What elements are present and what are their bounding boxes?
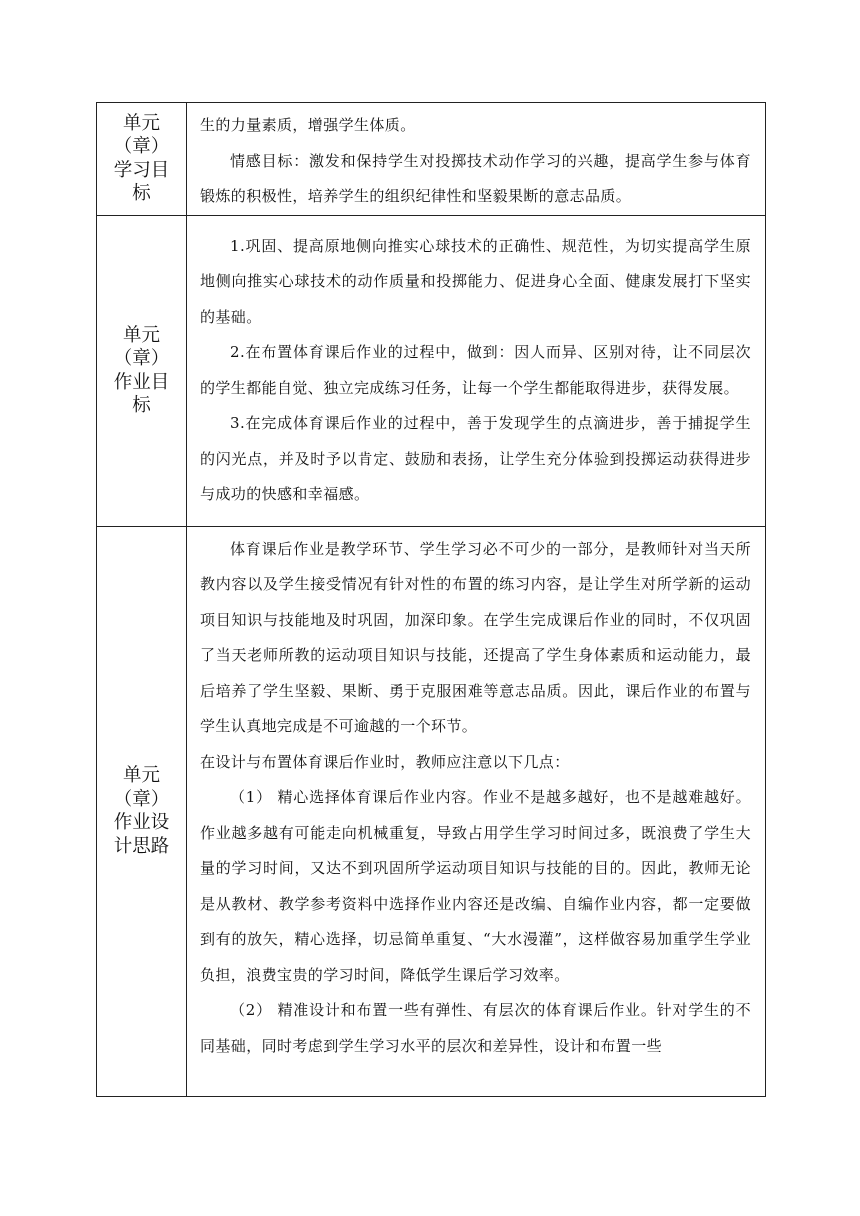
paragraph: 情感目标：激发和保持学生对投掷技术动作学习的兴趣，提高学生参与体育锻炼的积极性，培养学生的组织纪律性和坚毅果断的意志品质。 xyxy=(200,151,751,205)
paragraph: 体育课后作业是教学环节、学生学习必不可少的一部分，是教师针对当天所教内容以及学生接受情况有针对性的布置的练习内容，是让学生对所学新的运动项目知识与技能地及时巩固，加深印象。在学生完成课后作业的同时，不仅巩固了当天老师所教的运动项目知识与技能，还提高了学生身体素质和运动能力，最后培养了学生坚毅、果断、勇于克服困难等意志品质。因此，课后作业的布置与学生认真地完成是不可逾越的一个环节。 xyxy=(200,539,751,735)
row-label-cell xyxy=(97,103,187,216)
table-row-design-ideas xyxy=(97,526,766,1096)
paragraph: （2） 精准设计和布置一些有弹性、有层次的体育课后作业。针对学生的不同基础，同时考虑到学生学习水平的层次和差异性，设计和布置一些 xyxy=(200,1001,751,1055)
paragraph: 1.巩固、提高原地侧向推实心球技术的正确性、规范性，为切实提高学生原地侧向推实心球技术的动作质量和投掷能力、促进身心全面、健康发展打下坚实的基础。 xyxy=(200,236,751,326)
paragraph: 生的力量素质，增强学生体质。 xyxy=(200,116,416,134)
row-content-cell xyxy=(187,526,766,1096)
paragraph: 3.在完成体育课后作业的过程中，善于发现学生的点滴进步，善于捕捉学生的闪光点，并及时予以肯定、鼓励和表扬，让学生充分体验到投掷运动获得进步与成功的快感和幸福感。 xyxy=(200,414,751,503)
unit-plan-table xyxy=(96,102,766,1097)
table-row-homework-goals xyxy=(97,215,766,526)
row-label-homework-goals: 单元（章）作业目标 xyxy=(113,324,170,416)
paragraph: （1） 精心选择体育课后作业内容。作业不是越多越好，也不是越难越好。作业越多越有可能走向机械重复，导致占用学生学习时间过多，既浪费了学生大量的学习时间，又达不到巩固所学运动项目知识与技能的目的。因此，教师无论是从教材、教学参考资料中选择作业内容还是改编、自编作业内容，都一定要做到有的放矢，精心选择，切忌简单重复、“大水漫灌”，这样做容易加重学生学业负担，浪费宝贵的学习时间，降低学生课后学习效率。 xyxy=(200,788,751,984)
row-content-cell xyxy=(187,215,766,526)
paragraph: 在设计与布置体育课后作业时，教师应注意以下几点： xyxy=(200,752,570,771)
row-label-design-ideas: 单元（章）作业设计思路 xyxy=(113,765,170,857)
row-label-learning-goals: 单元（章）学习目标 xyxy=(113,112,170,205)
row-label-cell xyxy=(97,526,187,1096)
row-label-cell xyxy=(97,215,187,526)
paragraph: 2.在布置体育课后作业的过程中，做到：因人而异、区别对待，让不同层次的学生都能自觉、独立完成练习任务，让每一个学生都能取得进步，获得发展。 xyxy=(200,343,751,397)
table-row-learning-goals xyxy=(97,103,766,216)
row-content-cell xyxy=(187,103,766,216)
